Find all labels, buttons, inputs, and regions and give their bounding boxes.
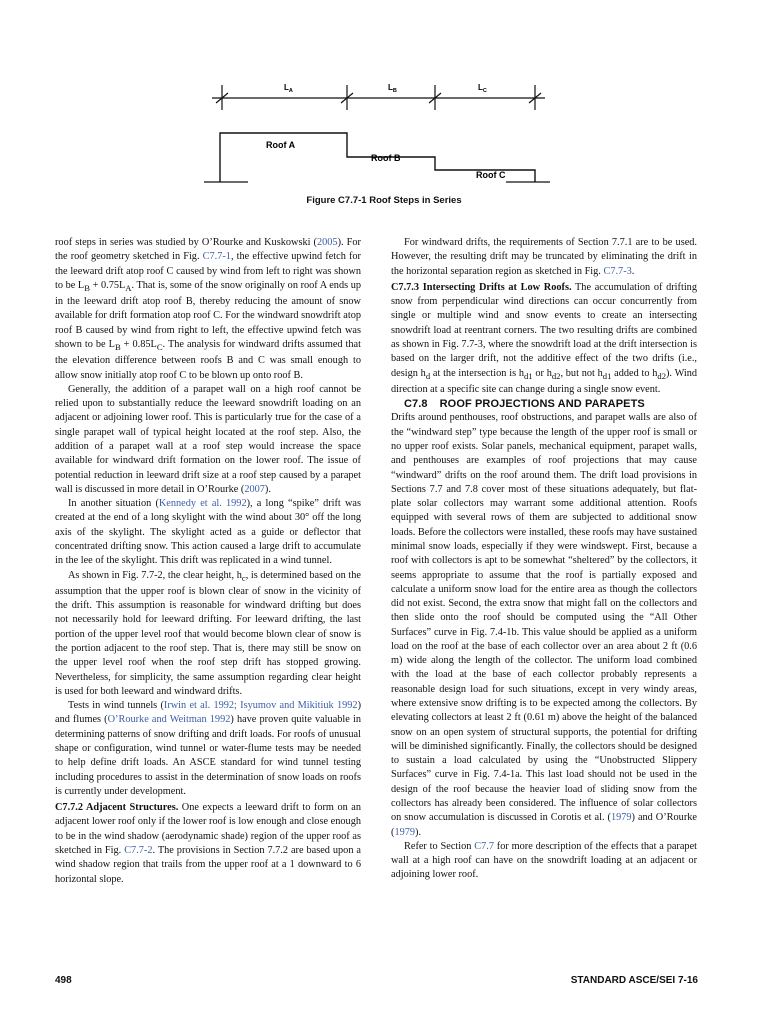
- paragraph: Drifts around penthouses, roof obstructions, and parapet walls are also of the “windward step” type because the length of the upper roof is small or no upper roof exists. Solar panels, mechanical equipment, parapet walls, and penthouses are examples of roof projections that may cause “windward” drifts on the roof around them. The drift load provisions in Sections 7.7 and 7.8 cover most of these situations adequately, but flat-plate solar collectors may warrant some additional attention. Roofs equipped with several rows of them are subjected to additional snow loads. Before the collectors were installed, these roofs may have sustained minimal snow loads, especially if they were windswept. First, because a roof with collectors is apt to be somewhat “sheltered” by the collectors, it seems appropriate to assume that the roof is partially exposed and calculate a uniform snow load for the entire area as though the collectors did not exist. Second, the extra snow that might fall on the collectors and then slide onto the roof should be computed using the “All Other Surfaces” curve in Fig. 7.4-1b. This value should be applied as a uniform load on the roof at the base of each collector over an area about 2 ft (0.6 m) wide along the length of the collector. The uniform load combined with the load at the base of each collector probably represents a reasonable design load for such situations, except in very windy areas, where extensive snow drifting is to be expected among the collectors. By elevating collectors at least 2 ft (0.61 m) above the height of the balanced snow on an open system of structural supports, the potential for drifting will be diminished significantly. Finally, the collectors should be designed to sustain a load calculated by using the “Unobstructed Slippery Surfaces” curve in Fig. 7.4-1a. This last load should not be used in the design of the roof because the heavier load of sliding snow from the collectors has already been considered. The influence of solar collectors on snow accumulation is discussed in Corotis et al. (1979) and O’Rourke (1979).: [391, 412, 697, 838]
- paragraph: As shown in Fig. 7.7-2, the clear height, $h_c$, is determined based on the assumption that the upper roof is blown clear of snow in the vicinity of the drift. This assumption is reasonable for windward drifting but does not necessarily hold for leeward drifting. For leeward drifting, the last portion of the upper level roof that would become blown clear of snow is the portion adjacent to the roof step. That is, there may still be snow on the upper level roof when the roof step drift has stopped growing. Nevertheless, for simplicity, the same assumption regarding clear height is used for both leeward and windward drifts.: [55, 569, 361, 697]
- paragraph: C7.7.3 Intersecting Drifts at Low Roofs. The accumulation of drifting snow from perpendicular wind directions can occur concurrently from single or multiple wind and snow events to create an intersecting snowdrift load at reentrant corners. The two resulting drifts are combined as shown in Fig. 7.7-3, where the snowdrift load at the drift intersection is based on the larger drift, not the additive effect of the two drifts (i.e., design $h_d$ at the intersection is $h_{d1}$ or $h_{d2}$, but not $h_{d1}$ added to $h_{d2}$). Wind direction at a specific site can change during a single snow event.: [391, 281, 698, 395]
- citation-link[interactable]: 2005: [316, 237, 338, 248]
- citation-link[interactable]: O’Rourke and Weitman 1992: [107, 714, 231, 726]
- citation-link[interactable]: 1979: [394, 826, 416, 838]
- paragraph: roof steps in series was studied by O’Rourke and Kuskowski (2005). For the roof geometry sketched in Fig. C7.7-1, the effective upwind fetch for the leeward drift atop roof C caused by wind from left to right was shown to be $L_B + 0.75L_A$. That is, some of the snow originally on roof A ends up in the leeward drift atop roof B, thereby reducing the amount of snow available for drift formation atop roof C. For the windward snowdrift atop roof B caused by wind from right to left, the effective upwind fetch was shown to be $L_B + 0.85L_C$. The analysis for windward drifts assumed that the elevation difference between roofs B and C was small enough to allow snow initially atop roof C to be blown up onto roof B.: [55, 237, 362, 381]
- right-column: [391, 236, 697, 883]
- running-title: STANDARD ASCE/SEI 7-16: [570, 975, 698, 986]
- left-column: [55, 236, 361, 887]
- figure-link[interactable]: C7.7-3: [603, 265, 632, 277]
- paragraph: In another situation (Kennedy et al. 1992), a long “spike” drift was created at the end of a long skylight with the wind about 30° off the long axis of the skylight. The skylight acted as a guide or deflector that concentrated drifting snow. This action caused a large drift to accumulate in the lee of the skylight. This drift was replicated in a wind tunnel.: [55, 498, 361, 567]
- figure-link[interactable]: C7.7-2: [124, 844, 153, 856]
- roof-b-label: Roof B: [371, 153, 401, 163]
- roof-a-label: Roof A: [266, 140, 296, 150]
- paragraph: For windward drifts, the requirements of Section 7.7.1 are to be used. However, the resulting drift may be truncated by eliminating the drift in the horizontal separation region as sketched in Fig. C7.7-3.: [391, 237, 697, 277]
- citation-link[interactable]: 2007: [244, 483, 265, 495]
- roof-steps-diagram: [200, 70, 560, 195]
- subsection-heading: C7.7.2 Adjacent Structures.: [55, 802, 179, 814]
- citation-link[interactable]: Irwin et al. 1992; Isyumov and Mikitiuk 1992: [163, 700, 358, 712]
- roof-steps-figure: [200, 70, 560, 195]
- page-number: 498: [55, 975, 72, 986]
- paragraph: Generally, the addition of a parapet wall on a high roof cannot be relied upon to substantially reduce the leeward snowdrift loading on an adjacent or adjoining lower roof. This is particularly true for the case of a single parapet wall of typical height located at the roof step. Also, the addition of a parapet wall at a roof step would increase the space available for windward drift formation on the lower roof. The issue of potential reduction in leeward drift size at a roof step caused by a parapet wall is discussed in more detail in O’Rourke (2007).: [55, 383, 361, 495]
- citation-link[interactable]: 1979: [610, 812, 632, 824]
- section-heading: [391, 397, 697, 411]
- lb-label: $L_B$: [388, 83, 397, 94]
- section-number: C7.8: [404, 398, 428, 411]
- subsection-heading: C7.7.3 Intersecting Drifts at Low Roofs.: [391, 281, 572, 293]
- la-label: $L_A$: [284, 83, 293, 94]
- paragraph: Refer to Section C7.7 for more description of the effects that a parapet wall at a high roof can have on the snowdrift loading at an adjacent or adjoining lower roof.: [391, 840, 697, 881]
- figure-link[interactable]: C7.7-1: [202, 251, 231, 263]
- lc-label: $L_C$: [478, 83, 487, 94]
- paragraph: Tests in wind tunnels (Irwin et al. 1992; Isyumov and Mikitiuk 1992) and flumes (O’Rourke and Weitman 1992) have proven quite valuable in determining patterns of snow drifting and drift loads. For roofs of unusual shape or configuration, wind tunnel or water-flume tests may be needed to help define drift loads. An ASCE standard for wind tunnel testing including procedures to assist in the determination of snow loads on roofs is currently under development.: [55, 700, 361, 797]
- section-title: ROOF PROJECTIONS AND PARAPETS: [439, 398, 645, 411]
- paragraph: C7.7.2 Adjacent Structures. One expects a leeward drift to form on an adjacent lower roof only if the lower roof is low enough and close enough to be in the wind shadow (aerodynamic shade) region of the upper roof as sketched in Fig. C7.7-2. The provisions in Section 7.7.2 are based upon a wind shadow region that trails from the upper roof at a 1 downward to 6 horizontal slope.: [55, 802, 361, 885]
- citation-link[interactable]: Kennedy et al. 1992: [158, 498, 247, 510]
- roof-c-label: Roof C: [476, 170, 506, 180]
- section-link[interactable]: C7.7: [474, 840, 494, 852]
- figure-caption: Figure C7.7-1 Roof Steps in Series: [306, 195, 462, 206]
